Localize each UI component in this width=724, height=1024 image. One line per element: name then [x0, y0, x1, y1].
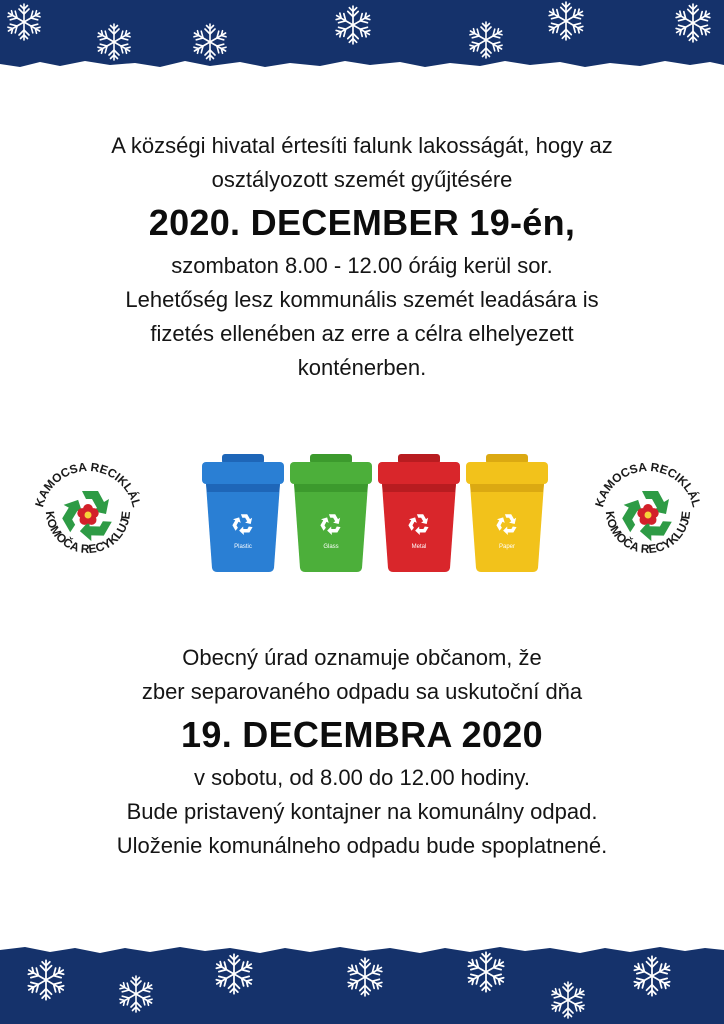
kamocsa-recycling-logo-right [588, 453, 708, 573]
snowflake-icon [332, 4, 374, 46]
logo-bottom-text: KOMOČA RECYKLUJE [602, 510, 694, 557]
flower-icon [637, 504, 658, 525]
recycling-bin [200, 452, 286, 576]
hu-intro-line-1: A községi hivatal értesíti falunk lakosságát, hogy az [111, 133, 613, 158]
sk-detail-line-1: v sobotu, od 8.00 do 12.00 hodiny. [194, 765, 530, 790]
snowflake-icon [212, 952, 256, 996]
sk-intro-line-1: Obecný úrad oznamuje občanom, že [182, 645, 542, 670]
logo-top-text: KAMOCSA RECIKLÁL [32, 459, 144, 509]
snowflake-icon [190, 22, 230, 62]
sk-detail-line-2: Bude pristavený kontajner na komunálny odpad. [126, 799, 598, 824]
kamocsa-recycling-logo-left [28, 453, 148, 573]
logo-top-text: KAMOCSA RECIKLÁL [592, 459, 704, 509]
flower-icon [77, 504, 98, 525]
snowflake-icon [464, 950, 508, 994]
hu-date-headline: 2020. DECEMBER 19-én, [148, 202, 576, 243]
bin-label: Glass [323, 544, 339, 550]
recycling-bin [288, 452, 374, 576]
snowflake-icon [4, 2, 44, 42]
sk-date-headline: 19. DECEMBRA 2020 [181, 714, 543, 755]
hu-intro-line-2: osztályozott szemét gyűjtésére [211, 167, 513, 192]
recycling-bins-image [196, 452, 556, 576]
sk-intro-line-2: zber separovaného odpadu sa uskutoční dňa [141, 679, 583, 704]
hu-detail-line-3: fizetés ellenében az erre a célra elhelyezett [150, 321, 574, 346]
hu-detail-line-1: szombaton 8.00 - 12.00 óráig kerül sor. [171, 253, 553, 278]
snowflake-icon [24, 958, 68, 1002]
hu-detail-line-2: Lehetőség lesz kommunális szemét leadására is [125, 287, 599, 312]
sk-detail-line-3: Uloženie komunálneho odpadu bude spoplatnené. [116, 833, 608, 858]
bin-label: Plastic [234, 544, 252, 550]
recycling-bin [464, 452, 550, 576]
snowflake-icon [466, 20, 506, 60]
logo-bottom-text: KOMOČA RECYKLUJE [42, 510, 134, 557]
snowflake-icon [548, 980, 588, 1020]
snowflake-icon [116, 974, 156, 1014]
snowflake-icon [94, 22, 134, 62]
bottom-decorative-band [0, 944, 724, 1024]
hu-detail-line-4: konténerben. [297, 355, 427, 380]
slovak-announcement [0, 641, 724, 863]
snowflake-icon [630, 954, 674, 998]
top-decorative-band [0, 0, 724, 70]
snowflake-icon [672, 2, 714, 44]
snowflake-icon [344, 956, 386, 998]
snowflake-icon [545, 0, 587, 42]
recycling-bin [376, 452, 462, 576]
bin-label: Paper [498, 544, 516, 550]
hungarian-announcement [0, 129, 724, 385]
bin-label: Metal [411, 544, 427, 550]
